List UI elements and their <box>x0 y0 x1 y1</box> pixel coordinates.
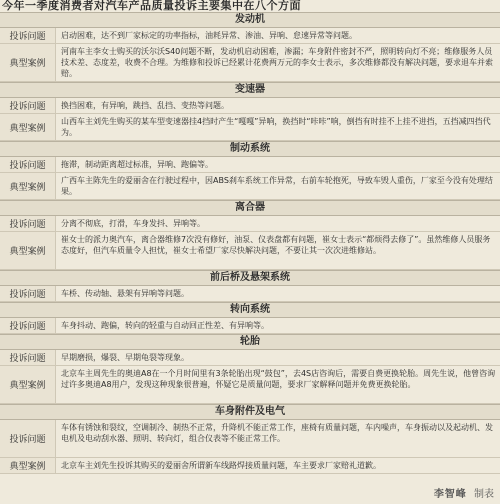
case-row <box>0 173 500 200</box>
section-header-steering: 转向系统 <box>0 302 500 318</box>
complaint-row <box>0 420 500 458</box>
section-header-engine: 发动机 <box>0 12 500 28</box>
case-row <box>0 366 500 404</box>
complaints-table <box>0 12 500 474</box>
complaint-text: 早期磨损，爆裂、早期龟裂等现象。 <box>61 353 189 362</box>
case-label: 典型案例 <box>0 232 56 269</box>
case-label: 典型案例 <box>0 114 56 140</box>
case-text: 山西车主刘先生购买的某车型变速器挂4挡时产生“嘎嘎”异响，换挡时“咔咔”响，倒挡有时挂不上挂不进挡，五挡减四挡代为。 <box>61 117 491 137</box>
section-header-transmission: 变速器 <box>0 82 500 98</box>
case-text: 北京车主刘先生投诉其购买的爱丽舍所谓新车线路焊接质量问题，车主要求厂家赔礼道歉。 <box>61 461 381 470</box>
complaint-text: 换挡困难，有异响，跳挡、乱挡、变热等问题。 <box>61 101 229 110</box>
complaint-label: 投诉问题 <box>0 420 56 457</box>
complaint-row <box>0 350 500 366</box>
complaint-label: 投诉问题 <box>0 157 56 172</box>
case-row <box>0 44 500 82</box>
complaint-label: 投诉问题 <box>0 216 56 231</box>
byline <box>434 485 494 500</box>
complaint-label: 投诉问题 <box>0 318 56 333</box>
byline-role: 制表 <box>474 489 494 500</box>
case-label: 典型案例 <box>0 44 56 81</box>
section-header-body-electrical: 车身附件及电气 <box>0 404 500 420</box>
complaint-text: 车桥、传动轴、悬架有异响等问题。 <box>61 289 189 298</box>
case-row <box>0 458 500 474</box>
case-row <box>0 232 500 270</box>
section-header-clutch: 离合器 <box>0 200 500 216</box>
page-title: 今年一季度消费者对汽车产品质量投诉主要集中在八个方面 <box>2 0 301 12</box>
section-header-axle-suspension: 前后桥及悬架系统 <box>0 270 500 286</box>
case-text: 崔女士的派力奥汽车，离合器维修7次没有修好，油泵、仪表盘都有问题，崔女士表示“都烦得去修了”。虽然维修人员服务态度好，但汽车质量令人担忧，崔女士希望厂家尽快解决问题，不要让其一次次进维修站。 <box>61 235 491 255</box>
section-header-brakes: 制动系统 <box>0 141 500 157</box>
case-label: 典型案例 <box>0 366 56 403</box>
section-header-tires: 轮胎 <box>0 334 500 350</box>
complaint-label: 投诉问题 <box>0 28 56 43</box>
complaint-row <box>0 98 500 114</box>
complaint-text: 启动困难，达不到厂家标定的功率指标，油耗异常、渗油、异响、怠速异常等问题。 <box>61 31 357 40</box>
complaint-text: 车体有锈蚀和裂纹，空调制冷、制热不正常，升降机不能正常工作，座椅有质量问题，车内噪声，车身振动以及起动机、发电机及电动刮水器、照明、转向灯，组合仪表等不能正常工作。 <box>61 423 493 443</box>
complaint-row <box>0 216 500 232</box>
byline-author: 李智峰 <box>433 489 467 500</box>
complaint-label: 投诉问题 <box>0 98 56 113</box>
case-row <box>0 114 500 141</box>
complaint-row <box>0 286 500 302</box>
complaint-text: 拖滞，制动距离超过标准，异响、跑偏等。 <box>61 160 213 169</box>
case-text: 北京车主周先生的奥迪A8在一个月时间里有3条轮胎出现“鼓包”，去4S店咨询后，需要自费更换轮胎。周先生说，他曾咨询过许多奥迪A8用户，发现这种现象很普遍，怀疑它是质量问题，要求厂家解释问题并免费更换轮胎。 <box>61 369 496 389</box>
case-text: 广西车主陈先生的爱丽舍在行驶过程中，因ABS刹车系统工作异常，右前车轮抱死，导致车毁人重伤，厂家至今没有处理结果。 <box>61 176 493 196</box>
complaint-row <box>0 318 500 334</box>
complaint-text: 车身抖动、跑偏，转向的轻重与自动回正性差、有异响等。 <box>61 321 269 330</box>
complaint-label: 投诉问题 <box>0 286 56 301</box>
complaint-row <box>0 157 500 173</box>
complaint-text: 分离不彻底，打滑，车身发抖、异响等。 <box>61 219 205 228</box>
complaint-label: 投诉问题 <box>0 350 56 365</box>
complaint-row <box>0 28 500 44</box>
case-label: 典型案例 <box>0 173 56 199</box>
case-label: 典型案例 <box>0 458 56 473</box>
case-text: 河南车主李女士购买的沃尔沃S40问题不断，发动机启动困难，渗漏；车身附件密封不严，照明转向灯不亮；维修服务人员技术差、态度差，收费不合理。为维修和投诉已经累计花费两万元的李女士表示，多次维修都没有解决问题，要求退车并索赔。 <box>61 47 493 78</box>
